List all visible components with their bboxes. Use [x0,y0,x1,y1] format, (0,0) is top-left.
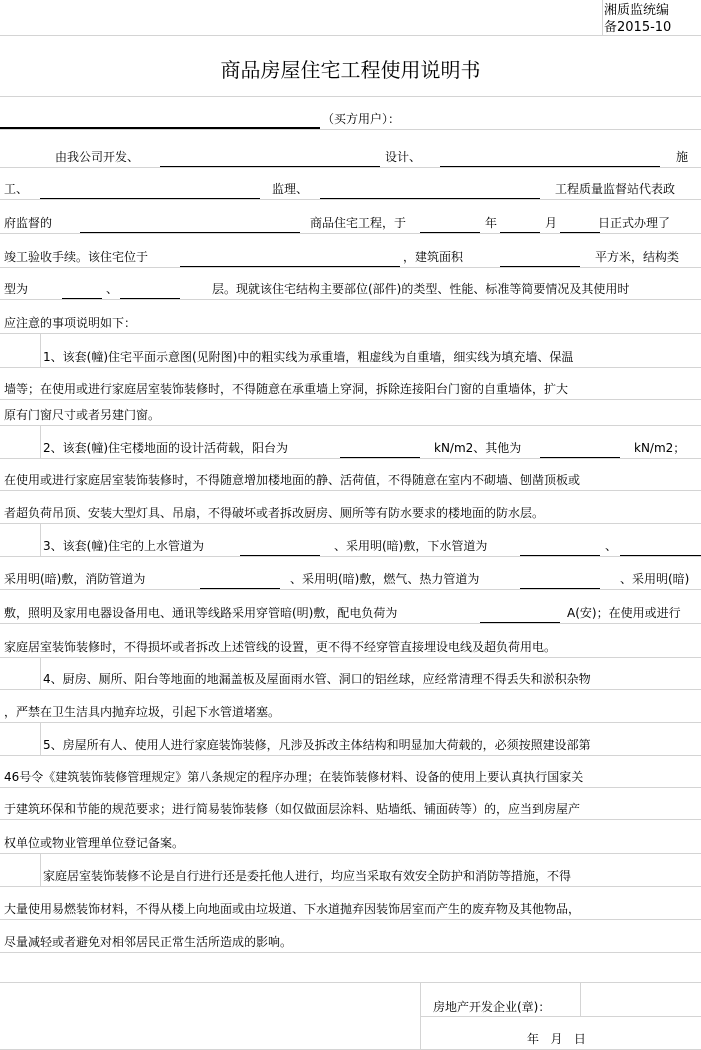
power-load-blank[interactable] [480,622,560,623]
text: kN/m2； [634,441,686,455]
text: ，严禁在卫生洁具内抛弃垃圾，引起下水管道堵塞。 [4,705,281,719]
company-seal-label: 房地产开发企业(章)： [433,1000,551,1014]
fire-pipe-blank[interactable] [200,588,280,589]
text: 5、房屋所有人、使用人进行家庭装饰装修，凡涉及拆改主体结构和明显加大荷载的，必须按照建设部第 [43,738,591,752]
item3-line-4 [0,624,701,658]
text: 大量使用易燃装饰材料，不得从楼上向地面或由垃圾道、下水道抛弃因装饰居室而产生的废弃物及其他物品， [4,902,581,916]
title-row [0,36,701,97]
text: 家庭居室装饰装修不论是自行进行还是委托他人进行，均应当采取有效安全防护和消防等措施，不得 [43,869,572,883]
text: 由我公司开发、 [55,150,140,164]
text: kN/m2、其他为 [434,441,522,455]
item5-line-1 [0,723,701,756]
area-blank[interactable] [500,266,580,267]
text: 2、该套(幢)住宅楼地面的设计活荷载，阳台为 [43,441,288,455]
date-row [0,1017,701,1050]
inspector-blank[interactable] [80,232,300,233]
empty-row [0,953,701,983]
year-blank[interactable] [420,232,480,233]
buyer-row [0,97,701,130]
text: 、 [106,282,119,296]
text: 46号令《建筑装饰装修管理规定》第八条规定的程序办理；在装饰装修材料、设备的使用上要认真执行国家关 [4,770,584,784]
text: 商品住宅工程，于 [310,216,407,230]
text: 日正式办理了 [598,216,671,230]
buyer-label: （买方用户）： [322,112,401,126]
text: 监理、 [272,182,309,196]
intro-line-6 [0,300,701,334]
text: 月 [545,216,558,230]
text: A(安)；在使用或进行 [567,606,681,620]
item4-line-2 [0,690,701,723]
supervisor-blank[interactable] [320,198,540,199]
text: 、采用明(暗) [620,572,690,586]
item3-line-1 [0,524,701,557]
text: 原有门窗尺寸或者另建门窗。 [4,408,161,422]
item5-line-3 [0,788,701,820]
gas-pipe-blank[interactable] [520,588,600,589]
text: 权单位或物业管理单位登记备案。 [4,836,185,850]
text: 在使用或进行家庭居室装饰装修时，不得随意增加楼地面的静、活荷值，不得随意在室内不砌墙、刨凿顶板或 [4,473,581,487]
text: 采用明(暗)敷，消防管道为 [4,572,146,586]
intro-line-1 [0,130,701,168]
page-title: 商品房屋住宅工程使用说明书 [220,58,481,82]
constructor-blank[interactable] [40,198,260,199]
item6-line-3 [0,920,701,953]
text: 者超负荷吊顶、安装大型灯具、吊扇，不得破坏或者拆改厨房、厕所等有防水要求的楼地面的防水层。 [4,506,545,520]
text: 工、 [4,182,29,196]
location-blank[interactable] [180,266,400,267]
text: 设计、 [385,150,422,164]
balcony-load-blank[interactable] [340,457,420,458]
intro-line-2 [0,168,701,200]
item5-line-2 [0,756,701,788]
item1-line-3 [0,400,701,426]
text: 、采用明(暗)敷，下水管道为 [334,539,488,553]
water-supply-blank[interactable] [240,555,320,556]
item2-line-3 [0,491,701,524]
text: 1、该套(幢)住宅平面示意图(见附图)中的粗实线为承重墙，粗虚线为自重墙，细实线为填充墙、保温 [43,350,574,364]
signature-row [0,983,701,1017]
item1-line-1 [0,334,701,368]
intro-line-4 [0,234,701,268]
text: 墙等；在使用或进行家庭居室装饰装修时，不得随意在承重墙上穿洞，拆除连接阳台门窗的自重墙体，扩大 [4,382,569,396]
text: 尽量减轻或者避免对相邻居民正常生活所造成的影响。 [4,935,293,949]
text: 3、该套(幢)住宅的上水管道为 [43,539,204,553]
drainage-blank[interactable] [520,555,600,556]
structure-type-blank[interactable] [62,298,102,299]
text: 于建筑环保和节能的规范要求；进行简易装饰装修（如仅做面层涂料、贴墙纸、铺面砖等）的，应当到房屋产 [4,802,581,816]
text: 敷，照明及家用电器设备用电、通讯等线路采用穿管暗(明)敷，配电负荷为 [4,606,398,620]
text: 施 [676,150,689,164]
text: 府监督的 [4,216,53,230]
intro-line-3 [0,200,701,234]
item1-line-2 [0,368,701,400]
text: 应注意的事项说明如下： [4,316,137,330]
form-code-line1: 湘质监统编 [604,3,670,18]
item5-line-4 [0,820,701,854]
date-label: 年 月 日 [527,1032,586,1046]
item2-line-1 [0,426,701,459]
text: 、 [605,539,618,553]
text: 、采用明(暗)敷，燃气、热力管道为 [290,572,480,586]
intro-line-5 [0,268,701,300]
text: 年 [485,216,498,230]
text: 型为 [4,282,29,296]
other-load-blank[interactable] [540,457,620,458]
text: 竣工验收手续。该住宅位于 [4,250,149,264]
item2-line-2 [0,459,701,491]
drainage-blank-2[interactable] [620,555,701,556]
text: 家庭居室装饰装修时，不得损坏或者拆改上述管线的设置，更不得不经穿管直接埋设电线及超负荷用电。 [4,640,557,654]
item3-line-3 [0,590,701,624]
buyer-blank[interactable] [0,127,320,129]
designer-blank[interactable] [440,166,660,167]
text: ，建筑面积 [403,250,464,264]
developer-blank[interactable] [160,166,380,167]
text: 4、厨房、厕所、阳台等地面的地漏盖板及屋面雨水管、洞口的铝丝球，应经常清理不得丢失和淤积杂物 [43,672,591,686]
item6-line-1 [0,854,701,887]
item6-line-2 [0,887,701,920]
header-row [0,0,701,36]
text: 平方米，结构类 [595,250,680,264]
item4-line-1 [0,658,701,690]
form-code-line2: 备2015-10 [604,20,672,35]
month-blank[interactable] [500,232,540,233]
form-code [604,2,671,36]
item3-line-2 [0,557,701,590]
text: 工程质量监督站代表政 [555,182,676,196]
text: 层。现就该住宅结构主要部位(部件)的类型、性能、标准等简要情况及其使用时 [212,282,630,296]
day-blank[interactable] [560,232,600,233]
floors-blank[interactable] [120,298,180,299]
